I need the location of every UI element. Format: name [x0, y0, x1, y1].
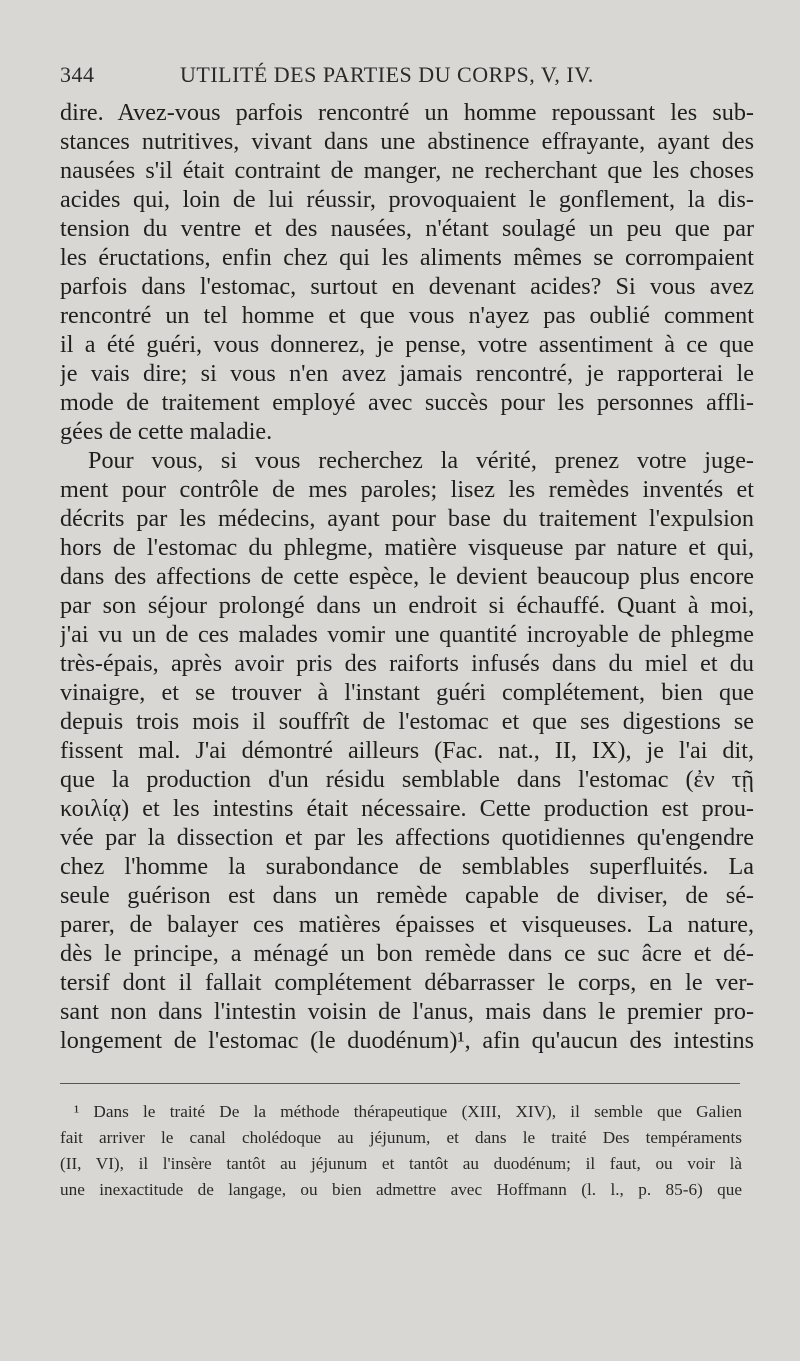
- text-line: stances nutritives, vivant dans une abstinence effrayante, ayant des: [60, 128, 754, 155]
- text-line: fissent mal. J'ai démontré ailleurs (Fac. nat., II, IX), je l'ai dit,: [60, 737, 754, 764]
- footnote-separator: [60, 1083, 740, 1084]
- footnotes: [60, 1099, 742, 1203]
- text-line: chez l'homme la surabondance de semblables superfluités. La: [60, 853, 754, 880]
- text-line: les éructations, enfin chez qui les aliments mêmes se corrompaient: [60, 244, 754, 271]
- text-line: que la production d'un résidu semblable dans l'estomac (ἐν τῇ: [60, 766, 754, 793]
- text-line: gées de cette maladie.: [60, 418, 273, 445]
- text-line: il a été guéri, vous donnerez, je pense, votre assentiment à ce que: [60, 331, 754, 358]
- text-line: seule guérison est dans un remède capable de diviser, de sé-: [60, 882, 754, 909]
- text-line: décrits par les médecins, ayant pour base du traitement l'expulsion: [60, 505, 754, 532]
- text-line: tersif dont il fallait complétement débarrasser le corps, en le ver-: [60, 969, 754, 996]
- text-line: depuis trois mois il souffrît de l'estomac et que ses digestions se: [60, 708, 754, 735]
- text-line: dans des affections de cette espèce, le devient beaucoup plus encore: [60, 563, 754, 590]
- text-line: tension du ventre et des nausées, n'étant soulagé un peu que par: [60, 215, 754, 242]
- text-line: vinaigre, et se trouver à l'instant guéri complétement, bien que: [60, 679, 754, 706]
- text-line: parer, de balayer ces matières épaisses et visqueuses. La nature,: [60, 911, 754, 938]
- text-line: sant non dans l'intestin voisin de l'anus, mais dans le premier pro-: [60, 998, 754, 1025]
- text-line: ment pour contrôle de mes paroles; lisez les remèdes inventés et: [60, 476, 754, 503]
- text-line: très-épais, après avoir pris des raiforts infusés dans du miel et du: [60, 650, 754, 677]
- text-line: hors de l'estomac du phlegme, matière visqueuse par nature et qui,: [60, 534, 754, 561]
- paragraph-1: [60, 98, 754, 446]
- text-line: mode de traitement employé avec succès pour les personnes affli-: [60, 389, 754, 416]
- text-line: je vais dire; si vous n'en avez jamais rencontré, je rapporterai le: [60, 360, 754, 387]
- text-line: nausées s'il était contraint de manger, ne recherchant que les choses: [60, 157, 754, 184]
- footnote-line: une inexactitude de langage, ou bien admettre avec Hoffmann (l. l., p. 85-6) que: [60, 1180, 742, 1199]
- text-line: acides qui, loin de lui réussir, provoquaient le gonflement, la dis-: [60, 186, 754, 213]
- text-line: dès le principe, a ménagé un bon remède dans ce suc âcre et dé-: [60, 940, 754, 967]
- text-line: κοιλίᾳ) et les intestins était nécessaire. Cette production est prou-: [60, 795, 754, 822]
- main-text: [60, 98, 754, 1055]
- text-line: Pour vous, si vous recherchez la vérité, prenez votre juge-: [88, 447, 754, 474]
- text-line: vée par la dissection et par les affections quotidiennes qu'engendre: [60, 824, 754, 851]
- running-head: UTILITÉ DES PARTIES DU CORPS, V, IV.: [180, 62, 594, 87]
- text-line: par son séjour prolongé dans un endroit si échauffé. Quant à moi,: [60, 592, 754, 619]
- paragraph-2: [60, 446, 754, 1055]
- text-line: rencontré un tel homme et que vous n'ayez pas oublié comment: [60, 302, 754, 329]
- text-line: parfois dans l'estomac, surtout en devenant acides? Si vous avez: [60, 273, 754, 300]
- footnote-line: fait arriver le canal cholédoque au jéjunum, et dans le traité Des tempéraments: [60, 1128, 742, 1147]
- text-line: dire. Avez-vous parfois rencontré un homme repoussant les sub-: [60, 99, 754, 126]
- footnote-line: (II, VI), il l'insère tantôt au jéjunum et tantôt au duodénum; il faut, ou voir là: [60, 1154, 742, 1173]
- text-line: longement de l'estomac (le duodénum)¹, afin qu'aucun des intestins: [60, 1027, 754, 1054]
- page-header: [60, 62, 760, 94]
- page-number: 344: [60, 62, 95, 87]
- text-line: j'ai vu un de ces malades vomir une quantité incroyable de phlegme: [60, 621, 754, 648]
- footnote-line: ¹ Dans le traité De la méthode thérapeutique (XIII, XIV), il semble que Galien: [74, 1102, 742, 1121]
